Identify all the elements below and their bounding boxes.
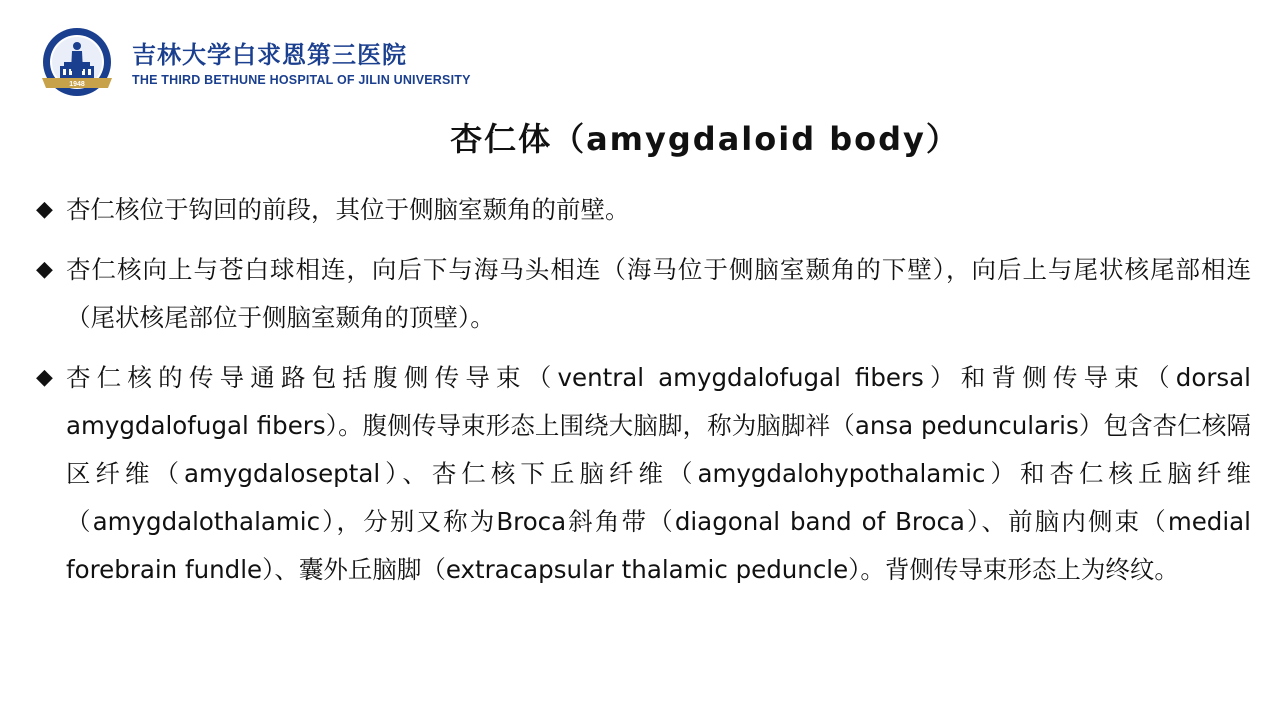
bullet-text: 杏仁核的传导通路包括腹侧传导束（ventral amygdalofugal fibers）和背侧传导束（dorsal amygdalofugal fibers）。腹侧传导束形态上围绕大脑脚，称为脑脚袢（ansa peduncularis）包含杏仁核隔区纤维（amygdaloseptal）、杏仁核下丘脑纤维（amygdalohypothalamic）和杏仁核丘脑纤维（amygdalothalamic），分别又称为Broca斜角带（diagonal band of Broca）、前脑内侧束（medial forebrain fundle）、囊外丘脑脚（extracapsular thalamic peduncle）。背侧传导束形态上为终纹。 [66,363,1251,584]
bullet-item [36,186,1251,234]
hospital-header [36,26,471,100]
bullet-text: 杏仁核位于钩回的前段，其位于侧脑室颞角的前壁。 [66,195,630,224]
slide-title: 杏仁体（amygdaloid body） [450,120,960,158]
bullet-list [36,186,1251,606]
bullet-item [36,246,1251,342]
diamond-bullet-icon: ◆ [36,257,53,282]
hospital-brand [132,40,471,87]
bullet-text: 杏仁核向上与苍白球相连，向后下与海马头相连（海马位于侧脑室颞角的下壁），向后上与尾状核尾部相连（尾状核尾部位于侧脑室颞角的顶壁）。 [66,255,1251,332]
hospital-name-cn: 吉林大学白求恩第三医院 [132,39,407,69]
hospital-logo-icon [36,26,118,100]
hospital-name-en: THE THIRD BETHUNE HOSPITAL OF JILIN UNIVERSITY [132,72,471,87]
diamond-bullet-icon: ◆ [36,197,53,222]
bullet-item [36,354,1251,594]
logo-year: 1948 [69,81,85,88]
diamond-bullet-icon: ◆ [36,365,53,390]
